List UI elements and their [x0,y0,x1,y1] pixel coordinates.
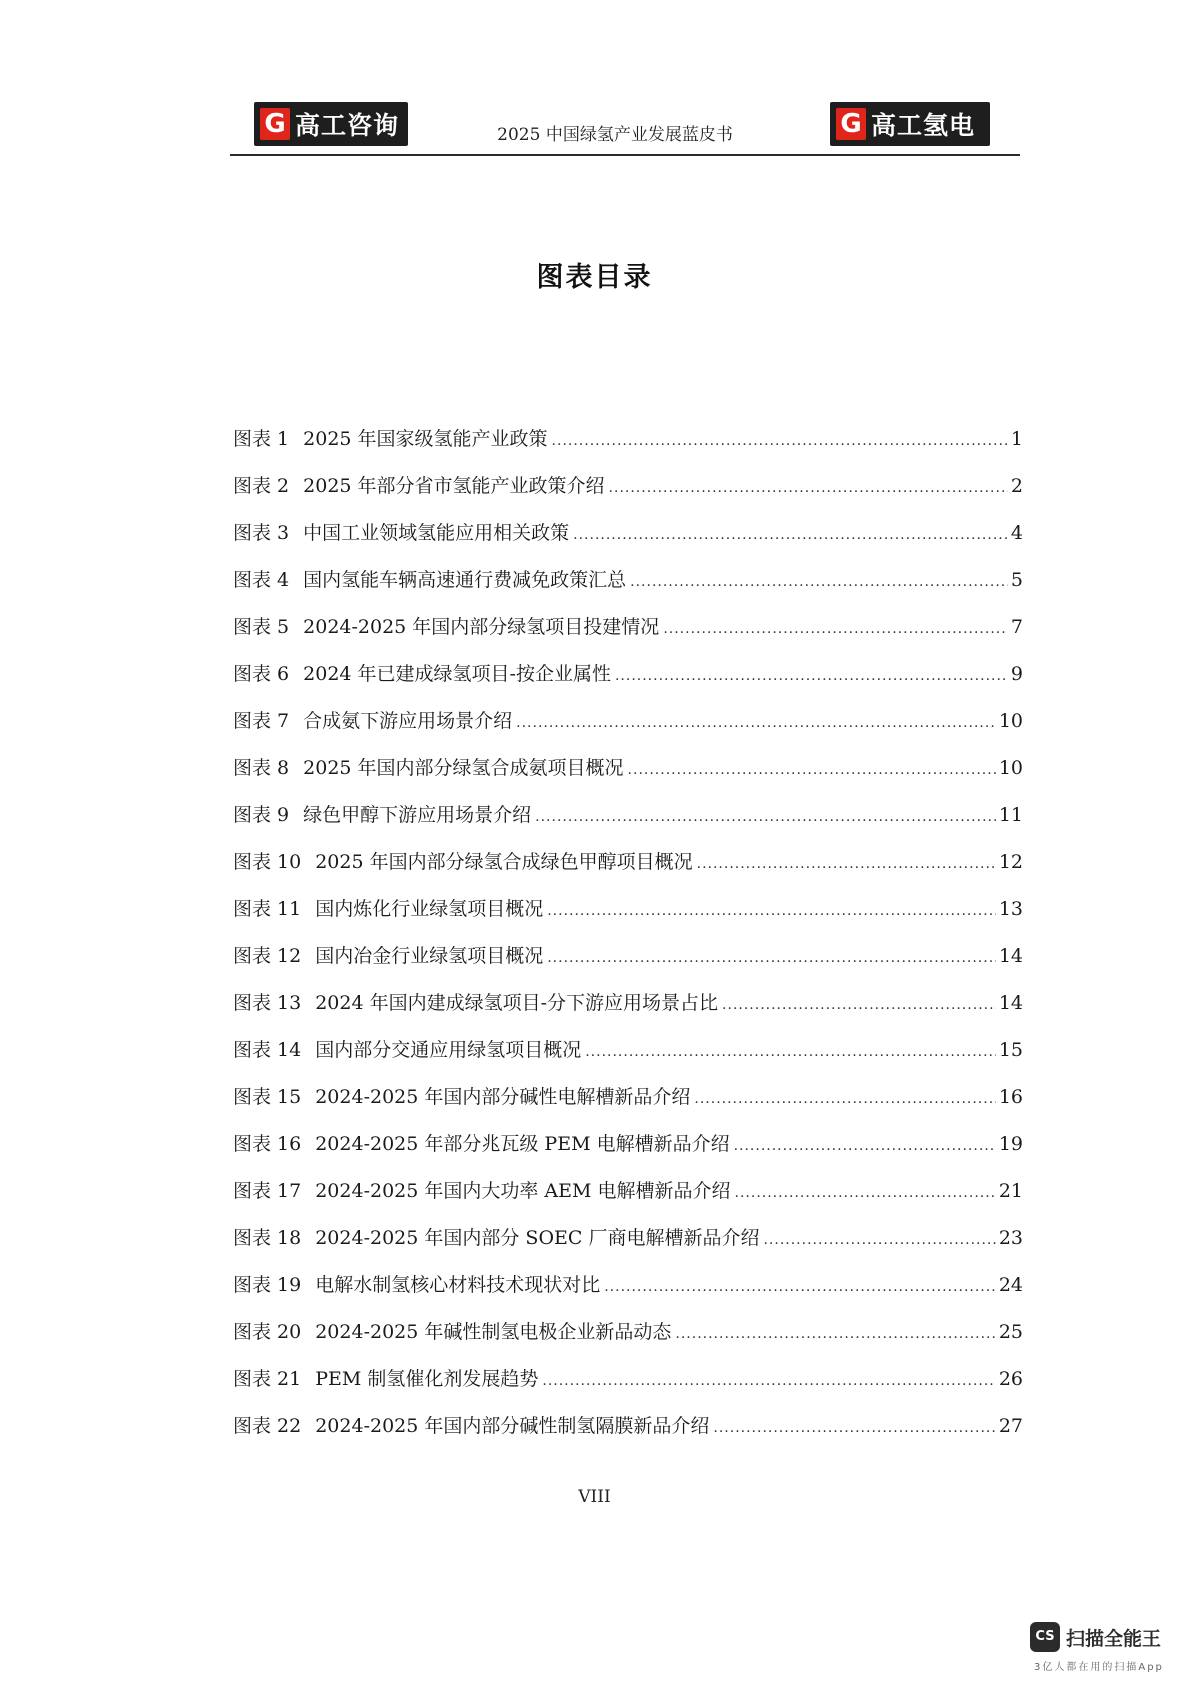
camscanner-name: 扫描全能王 [1066,1628,1162,1650]
toc-entry-page: 10 [998,757,1023,779]
toc-entry-page: 23 [998,1227,1023,1249]
toc-entry-7[interactable] [233,706,1023,753]
toc-entry-label: 图表 12 [233,945,302,967]
toc-leader-dots [694,1091,995,1107]
toc-entry-page: 13 [998,898,1023,920]
page-header [230,100,1020,158]
toc-entry-10[interactable] [233,847,1023,894]
toc-entry-9[interactable] [233,800,1023,847]
toc-entry-16[interactable] [233,1129,1023,1176]
toc-entry-title: 2024-2025 年部分兆瓦级 PEM 电解槽新品介绍 [315,1133,730,1155]
toc-entry-19[interactable] [233,1270,1023,1317]
toc-leader-dots [735,1185,996,1201]
camscanner-tagline: 3亿人都在用的扫描App [1034,1662,1164,1673]
toc-entry-label: 图表 9 [233,804,290,826]
toc-entry-page: 16 [998,1086,1023,1108]
toc-entry-page: 12 [998,851,1023,873]
toc-entry-12[interactable] [233,941,1023,988]
toc-entry-15[interactable] [233,1082,1023,1129]
toc-entry-label: 图表 14 [233,1039,302,1061]
toc-entry-title: 2025 年国家级氢能产业政策 [303,428,548,450]
toc-leader-dots [675,1326,995,1342]
toc-entry-label: 图表 10 [233,851,302,873]
toc-entry-label: 图表 22 [233,1415,302,1437]
toc-leader-dots [722,997,996,1013]
toc-entry-label: 图表 1 [233,428,290,450]
toc-entry-label: 图表 4 [233,569,290,591]
toc-entry-title: 2024-2025 年碱性制氢电极企业新品动态 [315,1321,672,1343]
toc-leader-dots [516,715,996,731]
toc-entry-label: 图表 3 [233,522,290,544]
camscanner-watermark [1030,1622,1180,1678]
toc-entry-label: 图表 21 [233,1368,302,1390]
toc-entry-title: 2025 年部分省市氢能产业政策介绍 [303,475,605,497]
toc-entry-page: 4 [1010,522,1023,544]
page-title: 图表目录 [536,262,653,293]
toc-entry-22[interactable] [233,1411,1023,1458]
figure-list [233,424,1023,1458]
toc-leader-dots [547,903,996,919]
toc-entry-label: 图表 20 [233,1321,302,1343]
toc-entry-1[interactable] [233,424,1023,471]
toc-entry-label: 图表 16 [233,1133,302,1155]
toc-entry-page: 11 [998,804,1023,826]
toc-entry-title: 国内炼化行业绿氢项目概况 [315,898,544,920]
toc-entry-page: 14 [998,992,1023,1014]
toc-entry-label: 图表 2 [233,475,290,497]
toc-entry-title: 2024-2025 年国内部分绿氢项目投建情况 [303,616,660,638]
toc-leader-dots [663,621,1008,637]
toc-leader-dots [713,1420,995,1436]
page-number: VIII [578,1487,611,1507]
toc-entry-5[interactable] [233,612,1023,659]
toc-entry-title: 中国工业领域氢能应用相关政策 [303,522,570,544]
toc-entry-page: 19 [998,1133,1023,1155]
toc-entry-page: 26 [998,1368,1023,1390]
toc-entry-page: 5 [1010,569,1023,591]
toc-leader-dots [609,480,1008,496]
toc-leader-dots [734,1138,996,1154]
toc-entry-page: 1 [1010,428,1023,450]
toc-entry-3[interactable] [233,518,1023,565]
toc-entry-page: 15 [998,1039,1023,1061]
toc-leader-dots [697,856,996,872]
toc-entry-label: 图表 8 [233,757,290,779]
toc-leader-dots [604,1279,996,1295]
gaogong-hydrogen-logo [830,102,990,146]
toc-leader-dots [615,668,1008,684]
toc-entry-title: 2025 年国内部分绿氢合成绿色甲醇项目概况 [315,851,693,873]
toc-entry-title: 国内部分交通应用绿氢项目概况 [315,1039,582,1061]
toc-entry-title: 2024-2025 年国内部分 SOEC 厂商电解槽新品介绍 [315,1227,760,1249]
toc-entry-title: 国内氢能车辆高速通行费减免政策汇总 [303,569,627,591]
toc-entry-2[interactable] [233,471,1023,518]
toc-entry-page: 24 [998,1274,1023,1296]
toc-entry-4[interactable] [233,565,1023,612]
toc-leader-dots [573,527,1008,543]
toc-leader-dots [763,1232,995,1248]
toc-entry-label: 图表 7 [233,710,290,732]
toc-entry-title: 2024-2025 年国内部分碱性电解槽新品介绍 [315,1086,691,1108]
toc-entry-label: 图表 11 [233,898,302,920]
toc-entry-page: 7 [1010,616,1023,638]
toc-entry-17[interactable] [233,1176,1023,1223]
toc-entry-page: 14 [998,945,1023,967]
toc-entry-page: 25 [998,1321,1023,1343]
toc-entry-page: 9 [1010,663,1023,685]
logo-g-mark: G [836,108,866,140]
logo-right-text: 高工氢电 [871,111,976,140]
toc-entry-page: 10 [998,710,1023,732]
toc-entry-title: 国内冶金行业绿氢项目概况 [315,945,544,967]
toc-entry-label: 图表 17 [233,1180,302,1202]
toc-entry-label: 图表 5 [233,616,290,638]
toc-entry-label: 图表 19 [233,1274,302,1296]
toc-entry-label: 图表 18 [233,1227,302,1249]
toc-entry-13[interactable] [233,988,1023,1035]
toc-entry-20[interactable] [233,1317,1023,1364]
toc-entry-label: 图表 15 [233,1086,302,1108]
toc-entry-title: 2024-2025 年国内大功率 AEM 电解槽新品介绍 [315,1180,731,1202]
toc-leader-dots [628,762,996,778]
toc-entry-21[interactable] [233,1364,1023,1411]
toc-leader-dots [535,809,996,825]
toc-entry-18[interactable] [233,1223,1023,1270]
toc-entry-label: 图表 13 [233,992,302,1014]
running-header-title: 2025 中国绿氢产业发展蓝皮书 [497,125,733,145]
toc-entry-title: 2024 年已建成绿氢项目-按企业属性 [303,663,611,685]
toc-entry-11[interactable] [233,894,1023,941]
toc-entry-8[interactable] [233,753,1023,800]
toc-leader-dots [585,1044,996,1060]
logo-left-text: 高工咨询 [295,111,400,140]
header-rule [230,154,1020,156]
toc-entry-14[interactable] [233,1035,1023,1082]
toc-entry-page: 21 [998,1180,1023,1202]
toc-entry-title: PEM 制氢催化剂发展趋势 [315,1368,539,1390]
gaogong-consulting-logo [254,102,408,146]
toc-entry-title: 电解水制氢核心材料技术现状对比 [315,1274,601,1296]
toc-leader-dots [542,1373,995,1389]
toc-entry-title: 2024 年国内建成绿氢项目-分下游应用场景占比 [315,992,719,1014]
toc-entry-page: 27 [998,1415,1023,1437]
toc-entry-title: 2025 年国内部分绿氢合成氨项目概况 [303,757,624,779]
toc-leader-dots [630,574,1008,590]
toc-leader-dots [547,950,996,966]
toc-entry-title: 2024-2025 年国内部分碱性制氢隔膜新品介绍 [315,1415,710,1437]
toc-entry-title: 绿色甲醇下游应用场景介绍 [303,804,532,826]
camscanner-logo-icon: CS [1030,1622,1060,1652]
toc-entry-page: 2 [1010,475,1023,497]
toc-entry-label: 图表 6 [233,663,290,685]
logo-g-mark: G [260,108,290,140]
toc-entry-6[interactable] [233,659,1023,706]
toc-leader-dots [552,433,1008,449]
toc-entry-title: 合成氨下游应用场景介绍 [303,710,513,732]
